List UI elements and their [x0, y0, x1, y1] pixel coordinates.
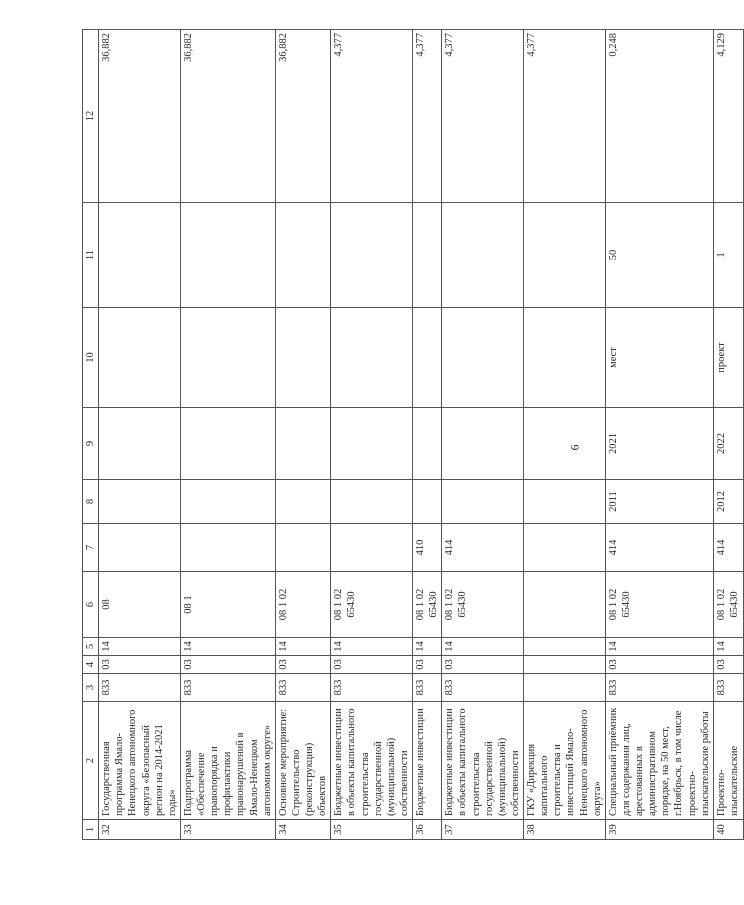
- table-cell: 833: [99, 674, 181, 702]
- table-cell: [442, 203, 524, 308]
- table-cell: 08 1 02: [275, 572, 331, 638]
- header-cell: 8: [83, 480, 99, 524]
- header-cell: 10: [83, 308, 99, 408]
- table-cell: 08 1 02 65430: [713, 572, 743, 638]
- table-cell: 03: [180, 656, 275, 674]
- table-cell: [331, 408, 413, 480]
- header-row: [83, 30, 99, 840]
- table-cell: [99, 480, 181, 524]
- table-cell: 03: [99, 656, 181, 674]
- budget-table: [82, 29, 744, 840]
- header-cell: 7: [83, 524, 99, 572]
- table-cell: 36,882: [99, 30, 181, 203]
- table-cell: [524, 572, 606, 638]
- table-cell: проект: [713, 308, 743, 408]
- table-cell: 03: [275, 656, 331, 674]
- table-cell: [413, 480, 442, 524]
- table-cell: [524, 408, 606, 480]
- row-number-cell: 40: [713, 820, 743, 840]
- table-cell: [180, 408, 275, 480]
- row-name-cell: Бюджетные инвестиции в объекты капитального строительства государственной (муниципальной) собственности: [442, 702, 524, 820]
- table-cell: 0,248: [605, 30, 713, 203]
- table-cell: 14: [713, 638, 743, 656]
- table-row: [413, 30, 442, 840]
- table-cell: 08 1 02 65430: [413, 572, 442, 638]
- row-name-cell: Основное мероприятие: Строительство (реконструкция) объектов: [275, 702, 331, 820]
- row-name-cell: Бюджетные инвестиции в объекты капитального строительства государственной (муниципальной) собственности: [331, 702, 413, 820]
- table-row: [442, 30, 524, 840]
- table-cell: [442, 480, 524, 524]
- table-row: [605, 30, 713, 840]
- table-cell: 414: [442, 524, 524, 572]
- table-cell: 03: [331, 656, 413, 674]
- table-cell: 4,129: [713, 30, 743, 203]
- table-cell: [524, 203, 606, 308]
- table-cell: [331, 524, 413, 572]
- row-number-cell: 39: [605, 820, 713, 840]
- table-cell: 1: [713, 203, 743, 308]
- table-cell: 2012: [713, 480, 743, 524]
- table-cell: 14: [180, 638, 275, 656]
- row-number-cell: 32: [99, 820, 181, 840]
- table-cell: 4,377: [331, 30, 413, 203]
- header-cell: 12: [83, 30, 99, 203]
- table-cell: [99, 524, 181, 572]
- row-name-cell: Подпрограмма «Обеспечение правопорядка и профилактики правонарушений в Ямало-Ненецком автономном округе»: [180, 702, 275, 820]
- header-cell: 5: [83, 638, 99, 656]
- header-cell: 3: [83, 674, 99, 702]
- table-cell: [180, 203, 275, 308]
- row-number-cell: 35: [331, 820, 413, 840]
- table-cell: 03: [713, 656, 743, 674]
- table-cell: 4,377: [524, 30, 606, 203]
- row-name-cell: Специальный приёмник для содержания лиц, арестованных в административном порядке, на 50 мест, г.Ноябрьск, в том числе проектно-изыскательские работы: [605, 702, 713, 820]
- table-cell: 03: [442, 656, 524, 674]
- table-cell: 03: [413, 656, 442, 674]
- table-cell: 2022: [713, 408, 743, 480]
- row-name-cell: ГКУ «Дирекция капитального строительства и инвестиций Ямало-Ненецкого автономного округа»: [524, 702, 606, 820]
- table-cell: [275, 308, 331, 408]
- table-cell: 833: [180, 674, 275, 702]
- table-cell: [99, 308, 181, 408]
- table-cell: [99, 408, 181, 480]
- table-body: [99, 30, 744, 840]
- row-number-cell: 34: [275, 820, 331, 840]
- row-number-cell: 38: [524, 820, 606, 840]
- table-cell: [413, 203, 442, 308]
- table-cell: 36,882: [275, 30, 331, 203]
- table-row: [99, 30, 181, 840]
- table-cell: 36,882: [180, 30, 275, 203]
- table-cell: [275, 203, 331, 308]
- table-row: [331, 30, 413, 840]
- table-cell: 4,377: [413, 30, 442, 203]
- header-cell: 11: [83, 203, 99, 308]
- table-cell: 414: [605, 524, 713, 572]
- table-cell: 2021: [605, 408, 713, 480]
- table-cell: 14: [275, 638, 331, 656]
- table-cell: 2011: [605, 480, 713, 524]
- table-cell: мест: [605, 308, 713, 408]
- row-number-cell: 33: [180, 820, 275, 840]
- table-cell: 50: [605, 203, 713, 308]
- table-cell: 14: [99, 638, 181, 656]
- table-cell: [524, 308, 606, 408]
- table-cell: [524, 674, 606, 702]
- table-cell: 14: [331, 638, 413, 656]
- table-cell: [275, 480, 331, 524]
- header-cell: 4: [83, 656, 99, 674]
- row-number-cell: 36: [413, 820, 442, 840]
- table-cell: 03: [605, 656, 713, 674]
- row-number-cell: 37: [442, 820, 524, 840]
- table-cell: 410: [413, 524, 442, 572]
- table-row: [713, 30, 743, 840]
- table-cell: [524, 638, 606, 656]
- header-cell: 2: [83, 702, 99, 820]
- table-cell: 14: [442, 638, 524, 656]
- row-name-cell: Государственная программа Ямало-Ненецкого автономного округа «Безопасный регион на 2014-2021 годы»: [99, 702, 181, 820]
- table-cell: [524, 656, 606, 674]
- table-cell: [413, 308, 442, 408]
- table-cell: [442, 408, 524, 480]
- row-name-cell: Проектно-изыскательские: [713, 702, 743, 820]
- table-cell: 833: [275, 674, 331, 702]
- table-cell: [180, 524, 275, 572]
- table-cell: 833: [331, 674, 413, 702]
- table-cell: 833: [442, 674, 524, 702]
- page-number: 6: [567, 444, 582, 451]
- table-row: [180, 30, 275, 840]
- rotated-table-wrapper: [82, 30, 740, 840]
- table-cell: 08: [99, 572, 181, 638]
- table-cell: [180, 308, 275, 408]
- table-cell: 08 1 02 65430: [331, 572, 413, 638]
- table-cell: [275, 524, 331, 572]
- table-row: [524, 30, 606, 840]
- table-cell: 08 1 02 65430: [442, 572, 524, 638]
- table-cell: 08 1 02 65430: [605, 572, 713, 638]
- table-cell: [524, 480, 606, 524]
- table-cell: 14: [413, 638, 442, 656]
- header-cell: 9: [83, 408, 99, 480]
- table-cell: 08 1: [180, 572, 275, 638]
- table-cell: [180, 480, 275, 524]
- row-name-cell: Бюджетные инвестиции: [413, 702, 442, 820]
- header-cell: 6: [83, 572, 99, 638]
- table-cell: [331, 480, 413, 524]
- table-cell: [275, 408, 331, 480]
- table-cell: 833: [605, 674, 713, 702]
- header-cell: 1: [83, 820, 99, 840]
- table-row: [275, 30, 331, 840]
- table-cell: [99, 203, 181, 308]
- table-cell: [524, 524, 606, 572]
- table-cell: [331, 308, 413, 408]
- table-cell: [442, 308, 524, 408]
- table-cell: 833: [413, 674, 442, 702]
- table-cell: [331, 203, 413, 308]
- table-cell: 4,377: [442, 30, 524, 203]
- table-cell: 414: [713, 524, 743, 572]
- table-cell: [413, 408, 442, 480]
- table-cell: 14: [605, 638, 713, 656]
- table-cell: 833: [713, 674, 743, 702]
